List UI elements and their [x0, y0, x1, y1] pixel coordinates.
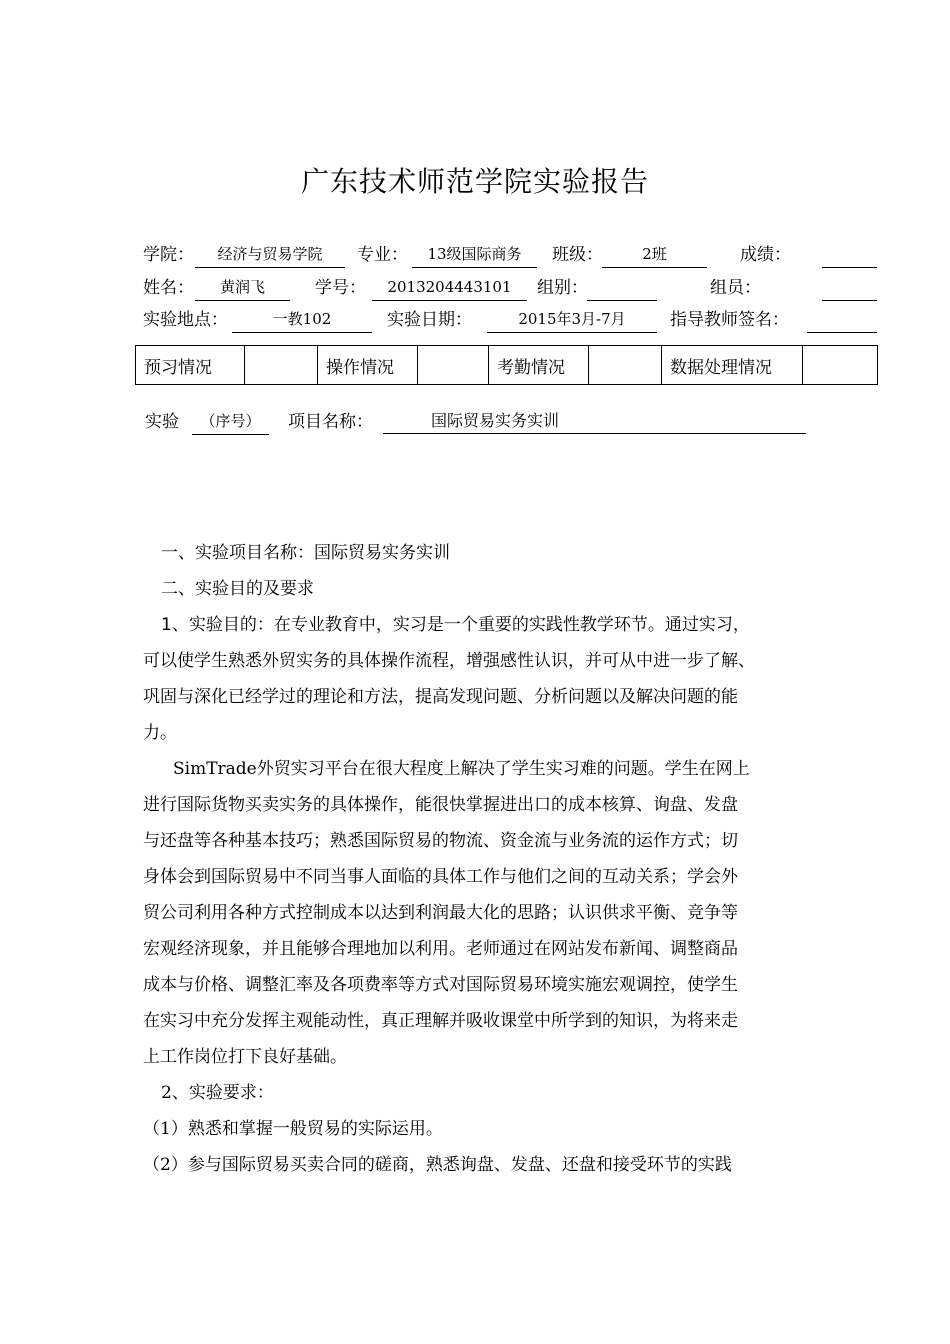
name-label: 姓名： — [143, 278, 194, 298]
simtrade-line-6: 宏观经济现象，并且能够合理地加以利用。老师通过在网站发布新闻、调整商品 — [143, 939, 738, 959]
id-label: 学号： — [315, 278, 366, 298]
purpose-line-3: 巩固与深化已经学过的理论和方法，提高发现问题、分析问题以及解决问题的能 — [143, 687, 738, 707]
simtrade-line-5: 贸公司利用各种方式控制成本以达到利润最大化的思路；认识供求平衡、竞争等 — [143, 903, 738, 923]
section-2-heading: 二、实验目的及要求 — [161, 579, 314, 599]
purpose-label: 1、实验目的： — [161, 615, 274, 635]
evaluation-row — [136, 346, 878, 385]
score-field — [822, 243, 877, 268]
experiment-label: 实验 — [145, 412, 179, 432]
major-label: 专业： — [357, 245, 408, 265]
simtrade-line-2: 进行国际货物买卖实务的具体操作，能很快掌握进出口的成本核算、询盘、发盘 — [143, 795, 738, 815]
requirement-2: （2）参与国际贸易买卖合同的磋商，熟悉询盘、发盘、还盘和接受环节的实践 — [143, 1155, 732, 1175]
sequence-field: （序号） — [192, 410, 269, 435]
score-label: 成绩： — [740, 245, 791, 265]
project-name-field: 国际贸易实务实训 — [383, 410, 806, 434]
date-label: 实验日期： — [387, 310, 472, 330]
name-field: 黄润飞 — [195, 276, 290, 301]
id-field: 2013204443101 — [372, 276, 527, 301]
simtrade-line-1: SimTrade外贸实习平台在很大程度上解决了学生实习难的问题。学生在网上 — [173, 759, 750, 779]
teacher-signature-label: 指导教师签名： — [670, 310, 789, 330]
preview-value-cell — [245, 346, 318, 385]
college-field: 经济与贸易学院 — [195, 243, 345, 268]
header-row-3 — [0, 308, 950, 338]
location-field: 一教102 — [232, 308, 372, 333]
operation-label-cell: 操作情况 — [318, 346, 418, 385]
major-field: 13级国际商务 — [412, 243, 537, 268]
report-body — [143, 535, 808, 1183]
purpose-text-1: 在专业教育中，实习是一个重要的实践性教学环节。通过实习， — [273, 615, 750, 635]
member-field — [822, 276, 877, 301]
purpose-line-4: 力。 — [143, 723, 177, 743]
class-label: 班级： — [552, 245, 603, 265]
section-1-value: 国际贸易实务实训 — [314, 543, 450, 563]
header-row-1 — [0, 243, 950, 273]
attendance-value-cell — [589, 346, 662, 385]
requirement-1: （1）熟悉和掌握一般贸易的实际运用。 — [143, 1119, 443, 1139]
section-1-label: 一、实验项目名称： — [161, 543, 314, 563]
location-label: 实验地点： — [143, 310, 228, 330]
date-field: 2015年3月-7月 — [487, 308, 657, 333]
data-processing-value-cell — [803, 346, 878, 385]
section-1-line — [143, 535, 808, 571]
teacher-signature-field — [807, 308, 877, 333]
attendance-label-cell: 考勤情况 — [489, 346, 589, 385]
group-label: 组别： — [537, 278, 588, 298]
simtrade-line-7: 成本与价格、调整汇率及各项费率等方式对国际贸易环境实施宏观调控，使学生 — [143, 975, 738, 995]
operation-value-cell — [418, 346, 489, 385]
simtrade-line-8: 在实习中充分发挥主观能动性，真正理解并吸收课堂中所学到的知识，为将来走 — [143, 1011, 738, 1031]
header-row-2 — [0, 276, 950, 306]
data-processing-label-cell: 数据处理情况 — [662, 346, 803, 385]
report-title: 广东技术师范学院实验报告 — [300, 165, 649, 198]
project-row — [0, 410, 950, 438]
simtrade-line-3: 与还盘等各种基本技巧；熟悉国际贸易的物流、资金流与业务流的运作方式；切 — [143, 831, 738, 851]
evaluation-table — [135, 345, 878, 385]
purpose-line-1 — [143, 607, 808, 643]
preview-label-cell: 预习情况 — [136, 346, 245, 385]
requirements-heading: 2、实验要求： — [161, 1083, 274, 1103]
member-label: 组员： — [710, 278, 761, 298]
college-label: 学院： — [143, 245, 194, 265]
simtrade-line-4: 身体会到国际贸易中不同当事人面临的具体工作与他们之间的互动关系；学会外 — [143, 867, 738, 887]
purpose-line-2: 可以使学生熟悉外贸实务的具体操作流程，增强感性认识，并可从中进一步了解、 — [143, 651, 755, 671]
simtrade-line-9: 上工作岗位打下良好基础。 — [143, 1047, 347, 1067]
group-field — [587, 276, 657, 301]
class-field: 2班 — [602, 243, 707, 268]
project-name-label: 项目名称： — [288, 412, 373, 432]
